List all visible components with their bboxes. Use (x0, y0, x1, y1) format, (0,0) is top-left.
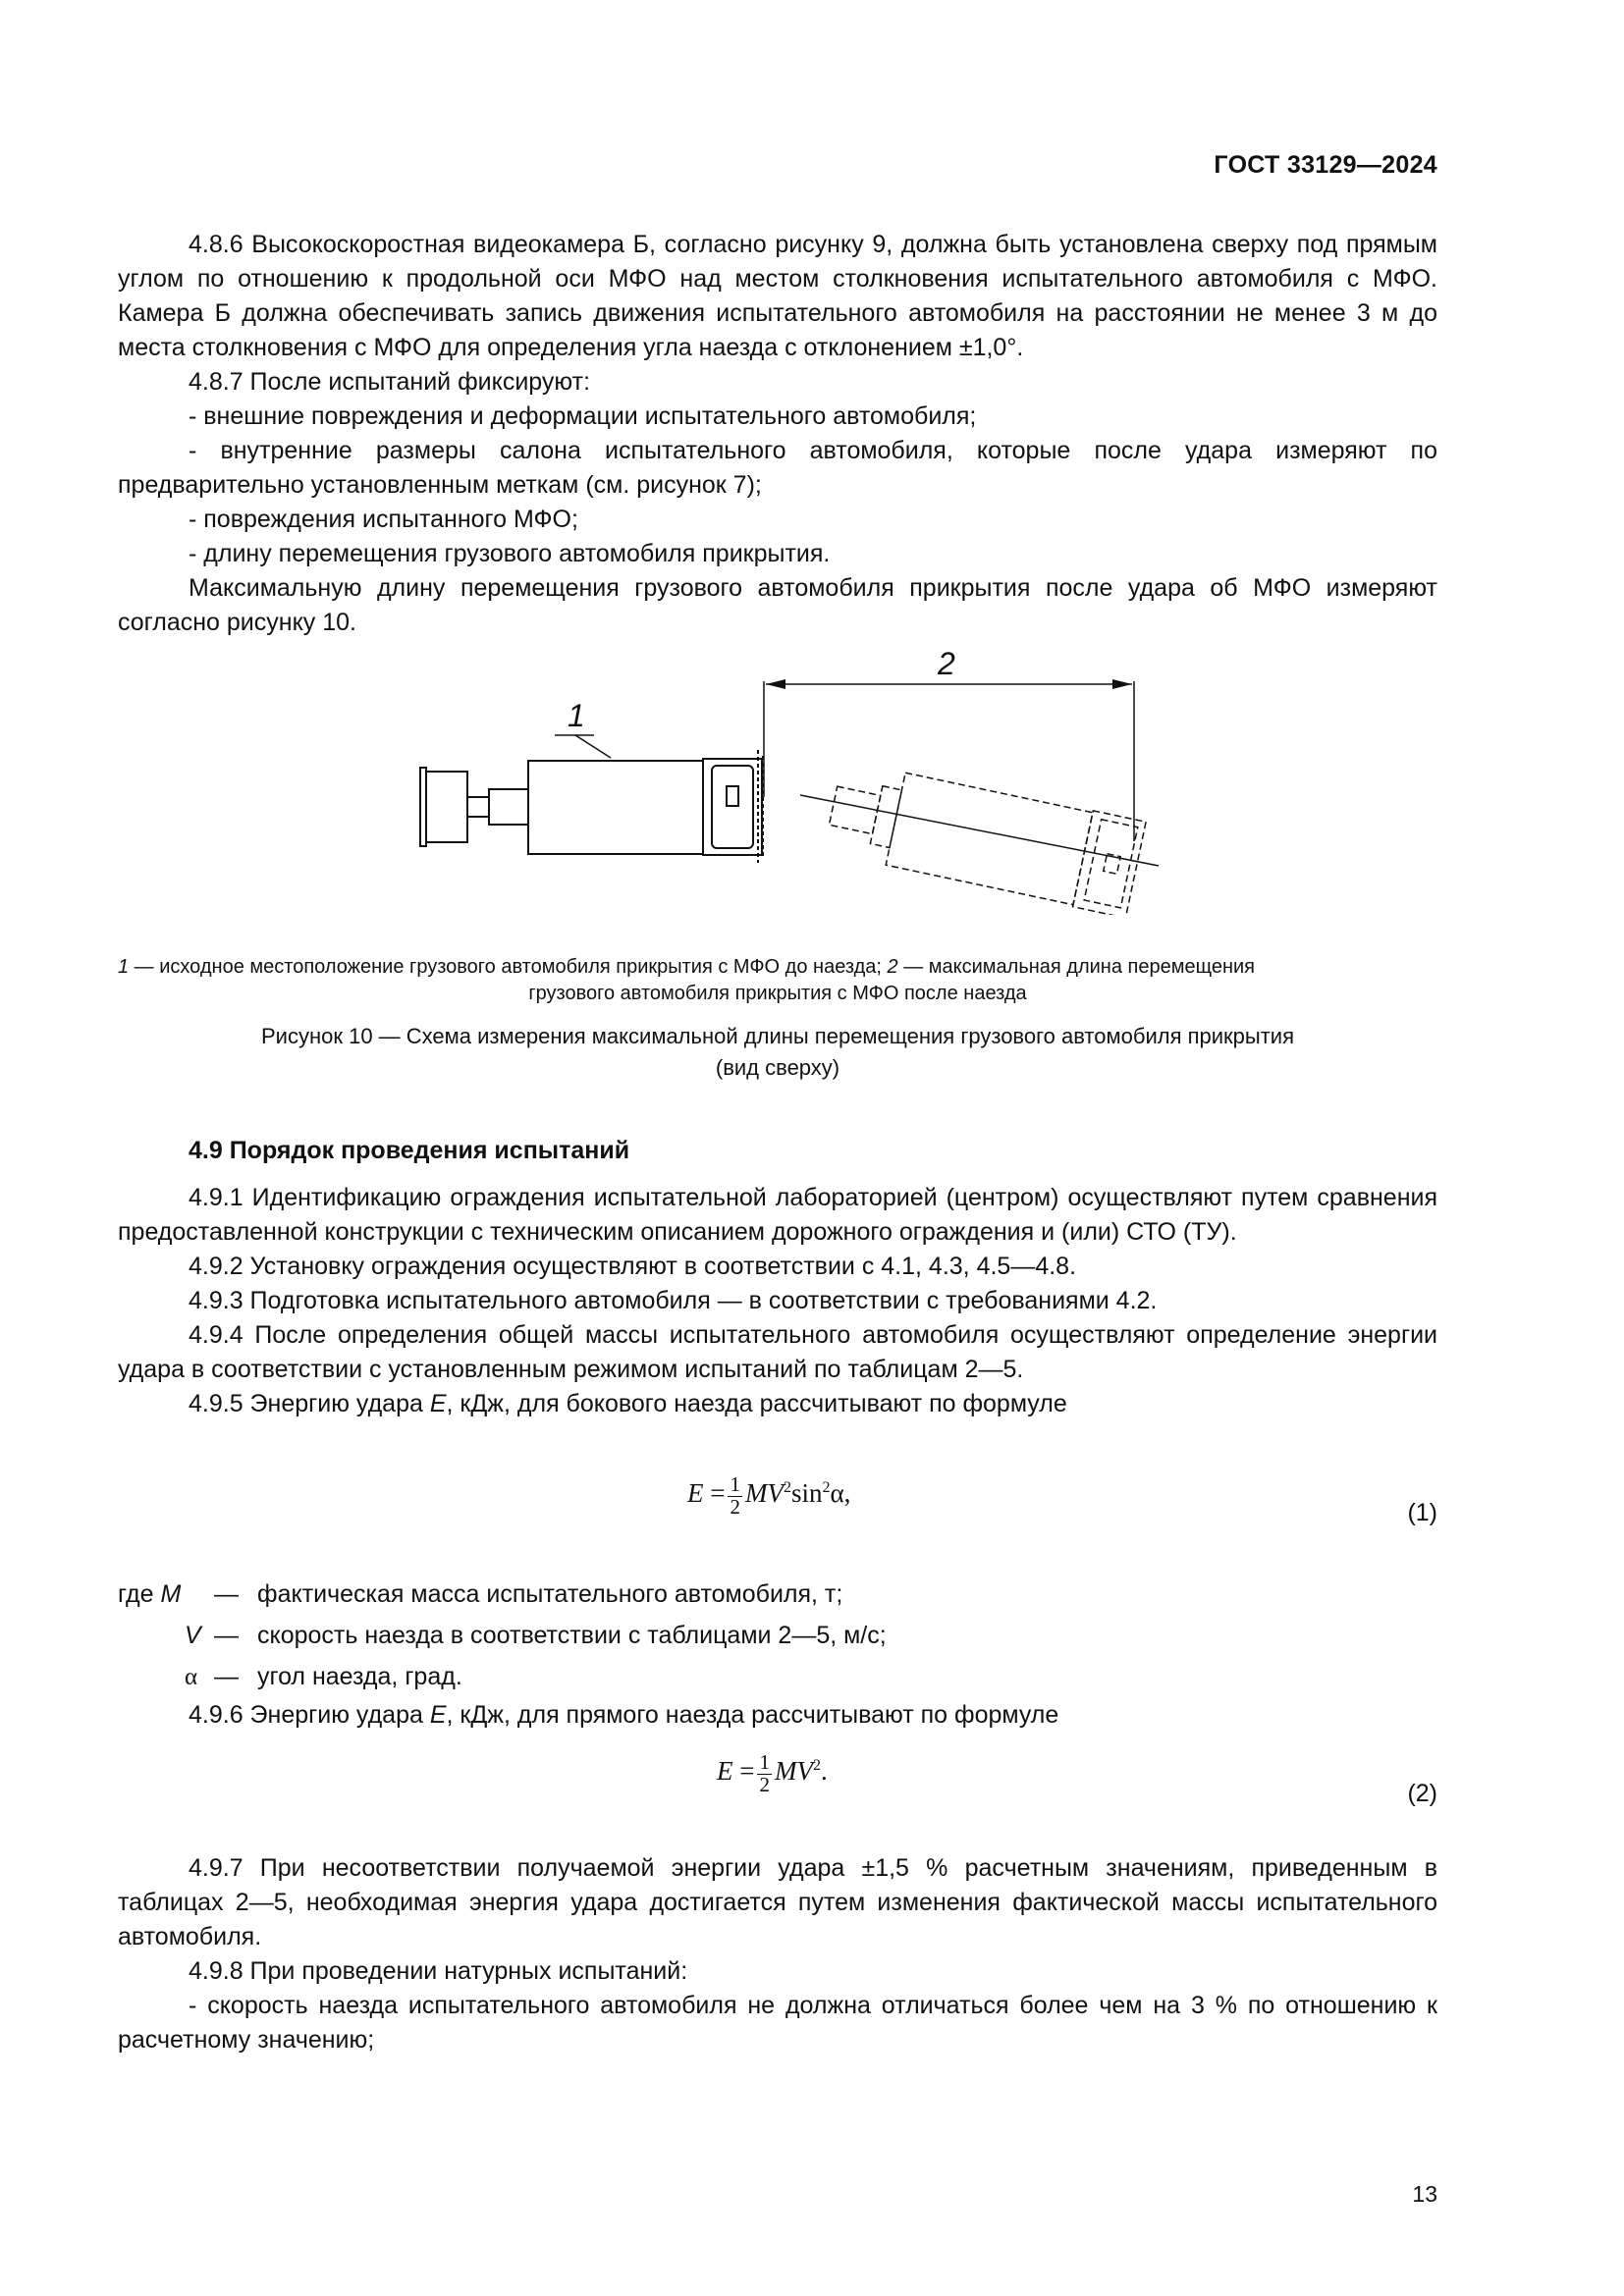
where-label: где (118, 1580, 161, 1608)
where-symbol-alpha: α (185, 1664, 198, 1690)
paragraph-4-9-2: 4.9.2 Установку ограждения осуществляют в соответствии с 4.1, 4.3, 4.5—4.8. (189, 1253, 1077, 1280)
formula-1-eq: = (703, 1478, 726, 1509)
list-item: - скорость наезда испытательного автомобиля не должна отличаться более чем на 3 % по отношению к расчетному значению; (118, 1992, 1437, 2054)
bottom-text-block (118, 1851, 1437, 2057)
formula-2-M: M (774, 1756, 797, 1787)
list-item: - повреждения испытанного МФО; (189, 506, 578, 533)
formula-2-tail: . (820, 1756, 828, 1787)
paragraph-4-9-6-block (118, 1698, 1437, 1733)
truck-final-position (823, 758, 1146, 915)
list-item: - внутренние размеры салона испытательного автомобиля, которые после удара измеряют по предварительно установленным меткам (см. рисунок 7); (118, 437, 1437, 499)
formula-2-denominator: 2 (759, 1773, 770, 1796)
formula-1-exp: 2 (783, 1479, 791, 1497)
section-4-9-text-block (118, 1181, 1437, 1421)
list-item: - длину перемещения грузового автомобиля прикрытия. (189, 540, 831, 567)
legend-number-1: 1 (118, 956, 130, 978)
formula-2-V: V (796, 1756, 813, 1787)
paragraph-4-9-4: 4.9.4 После определения общей массы испытательного автомобиля осуществляют определение энергии удара в соответствии с установленным режимом испытаний по таблицам 2—5. (118, 1321, 1437, 1383)
figure-label-2: 2 (938, 646, 955, 681)
list-item: - внешние повреждения и деформации испытательного автомобиля; (189, 402, 977, 430)
paragraph-4-9-1: 4.9.1 Идентификацию ограждения испытательной лабораторией (центром) осуществляют путем сравнения предоставленной конструкции с техническим описанием дорожного ограждения и (или) СТО (ТУ). (118, 1184, 1437, 1246)
caption-line-1: Рисунок 10 — Схема измерения максимальной длины перемещения грузового автомобиля прикрытия (261, 1024, 1294, 1048)
formula-1-denominator: 2 (730, 1495, 740, 1519)
paragraph-4-9-6 (118, 1698, 1437, 1733)
formula-2-eq: = (732, 1756, 755, 1787)
formula-1-exp-b: 2 (822, 1479, 831, 1497)
symbol-e: E (429, 1390, 447, 1417)
document-header: ГОСТ 33129—2024 (1214, 151, 1437, 179)
legend-line-1 (118, 954, 1437, 981)
formula-1-fraction (728, 1474, 742, 1518)
formula-2-exp: 2 (812, 1757, 821, 1775)
paragraph-max-length: Максимальную длину перемещения грузового автомобиля прикрытия после удара об МФО измеряют согласно рисунку 10. (118, 574, 1437, 636)
top-text-block (118, 228, 1437, 640)
page-number: 13 (1412, 2181, 1437, 2207)
equation-number-2: (2) (1407, 1780, 1437, 1807)
formula-1-alpha: α (830, 1478, 844, 1509)
p496-text-b: , кДж, для прямого наезда рассчитывают по формуле (446, 1701, 1059, 1729)
p495-text-b: , кДж, для бокового наезда рассчитывают по формуле (446, 1390, 1067, 1417)
dimension-2 (764, 679, 1134, 841)
truck-initial-position (420, 750, 763, 863)
p495-text-a: 4.9.5 Энергию удара (189, 1390, 430, 1417)
where-symbol-m: M (160, 1580, 182, 1608)
figure-label-1: 1 (568, 698, 585, 733)
paragraph-4-9-5 (118, 1387, 1437, 1421)
formula-2-lhs: E (717, 1756, 733, 1787)
section-4-9-title: 4.9 Порядок проведения испытаний (189, 1137, 630, 1164)
leader-1 (575, 735, 611, 758)
where-block (118, 1577, 1437, 1690)
formula-1-sin: sin (790, 1478, 823, 1509)
equation-number-1: (1) (1407, 1499, 1437, 1526)
where-dash-m: — (214, 1580, 239, 1608)
formula-1-M: M (744, 1478, 768, 1509)
paragraph-4-8-6: 4.8.6 Высокоскоростная видеокамера Б, согласно рисунку 9, должна быть установлена сверху под прямым углом по отношению к продольной оси МФО над местом столкновения испытательного автомобиля с МФО. Камера Б должна обеспечивать запись движения испытательного автомобиля на расстоянии не менее 3 м до места столкновения с МФО для определения угла наезда с отклонением ±1,0°. (118, 231, 1437, 361)
formula-1-numerator: 1 (730, 1472, 740, 1496)
figure-10-diagram (393, 640, 1178, 915)
formula-1-V: V (767, 1478, 784, 1509)
caption-line-2: (вид сверху) (715, 1055, 840, 1080)
formula-1-tail: , (843, 1478, 851, 1509)
where-text-m: фактическая масса испытательного автомобиля, т; (257, 1580, 843, 1608)
formula-2-fraction (757, 1752, 772, 1795)
legend-text-2: — максимальная длина перемещения (897, 956, 1255, 978)
symbol-e-2: E (429, 1701, 447, 1729)
where-symbol-v: V (185, 1622, 201, 1649)
formula-1-lhs: E (687, 1478, 704, 1509)
paragraph-4-9-8: 4.9.8 При проведении натурных испытаний: (189, 1957, 688, 1985)
legend-text-1: — исходное местоположение грузового автомобиля прикрытия с МФО до наезда; (129, 956, 888, 978)
figure-caption (118, 1021, 1437, 1084)
legend-number-2: 2 (887, 956, 898, 978)
paragraph-4-9-3: 4.9.3 Подготовка испытательного автомобиля — в соответствии с требованиями 4.2. (189, 1287, 1158, 1314)
formula-2 (717, 1752, 828, 1795)
legend-line-2: грузового автомобиля прикрытия с МФО после наезда (528, 983, 1027, 1004)
paragraph-4-8-7: 4.8.7 После испытаний фиксируют: (189, 368, 591, 396)
formula-2-numerator: 1 (759, 1750, 770, 1774)
figure-legend (118, 954, 1437, 1007)
p496-text-a: 4.9.6 Энергию удара (189, 1701, 430, 1729)
where-row-m (118, 1577, 181, 1612)
where-dash-v: — (214, 1622, 239, 1649)
where-text-v: скорость наезда в соответствии с таблицами 2—5, м/с; (257, 1622, 887, 1649)
formula-1 (687, 1474, 850, 1518)
paragraph-4-9-7: 4.9.7 При несоответствии получаемой энергии удара ±1,5 % расчетным значениям, приведенным в таблицах 2—5, необходимая энергия удара достигается путем изменения фактической массы испытательного автомобиля. (118, 1854, 1437, 1950)
where-dash-alpha: — (214, 1663, 239, 1690)
where-text-alpha: угол наезда, град. (257, 1663, 462, 1690)
